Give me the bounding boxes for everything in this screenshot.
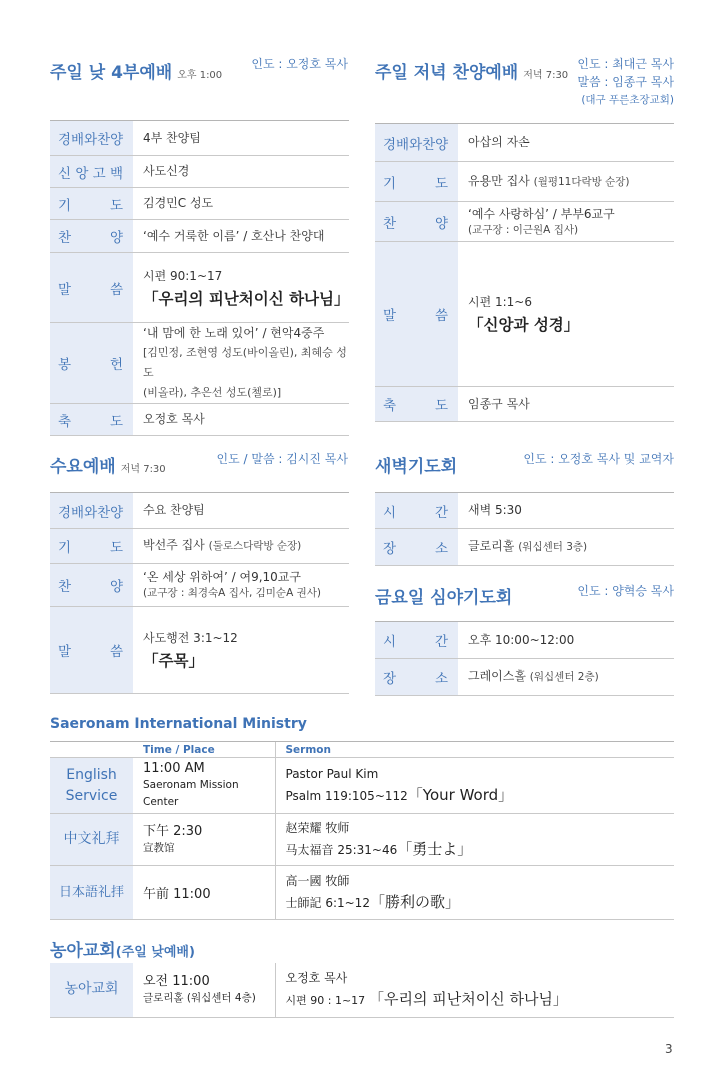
row-label: 경배와찬양 — [58, 132, 124, 148]
wed-table — [50, 492, 349, 694]
service-place: 宣教馆 — [143, 841, 175, 854]
friday-leader: 인도 : 양혁승 목사 — [577, 584, 674, 598]
intl-table — [50, 741, 674, 920]
hymn-leader: (교구장 : 최경숙A 집사, 김미순A 권사) — [143, 587, 321, 599]
leader-line: 말씀 : 임종구 목사 — [577, 75, 674, 89]
service-time: 午前 11:00 — [143, 887, 211, 902]
service-label: English Service — [50, 758, 133, 814]
row-label: 기 도 — [383, 175, 448, 192]
table-row — [375, 387, 674, 422]
row-label: 찬 양 — [58, 579, 123, 595]
offering-line: ‘내 맘에 한 노래 있어’ / 현악4중주 — [143, 326, 325, 340]
scripture-ref: 시편 1:1~6 — [468, 295, 533, 309]
table-row — [50, 188, 349, 220]
sunday4-leader: 인도 : 오정호 목사 — [251, 57, 348, 71]
row-value: 4부 찬양팀 — [133, 121, 349, 156]
scripture-ref: 시편 90:1~17 — [143, 268, 223, 283]
service-place: Saeronam Mission Center — [143, 779, 239, 808]
table-row — [375, 202, 674, 242]
intl-header-row — [50, 742, 674, 758]
row-value: 아삽의 자손 — [458, 124, 674, 162]
sermon-line: 士師記 6:1~12「勝利の歌」 — [285, 893, 460, 911]
row-label: 경배와찬양 — [383, 136, 449, 153]
table-row — [50, 963, 674, 1017]
sermon-line: Psalm 119:105~112「Your Word」 — [285, 786, 514, 804]
table-row — [50, 758, 674, 814]
deaf-table — [50, 963, 674, 1018]
table-row — [375, 242, 674, 387]
row-value: 임종구 목사 — [458, 387, 674, 422]
sermon-line: 马太福音 25:31~46「勇士よ」 — [285, 840, 473, 858]
table-row — [375, 529, 674, 566]
header-sermon: Sermon — [275, 742, 674, 758]
sermon-title: 「주목」 — [143, 652, 204, 670]
wed-title: 수요예배 저녁 7:30 — [50, 457, 166, 477]
table-row — [50, 866, 674, 920]
row-label: 말 씀 — [383, 308, 448, 324]
deaf-title: 농아교회(주일 낮예배) — [50, 941, 195, 961]
row-value: ‘예수 거룩한 이름’ / 호산나 찬양대 — [133, 220, 349, 253]
row-label: 말 씀 — [58, 281, 123, 298]
row-label: 찬 양 — [383, 215, 448, 232]
table-row — [50, 156, 349, 188]
sunday-eve-leaders — [577, 55, 674, 109]
friday-table — [375, 621, 674, 696]
row-value: 오후 10:00~12:00 — [458, 622, 674, 659]
row-label: 장 소 — [383, 671, 448, 687]
row-value: 새벽 5:30 — [458, 493, 674, 529]
preacher: Pastor Paul Kim — [285, 767, 379, 781]
sermon-title: 「신앙과 성경」 — [468, 316, 580, 334]
table-row — [50, 529, 349, 564]
hymn-leader: (교구장 : 이근원A 집사) — [468, 223, 579, 236]
row-label: 찬 양 — [58, 230, 123, 246]
row-label: 축 도 — [58, 413, 123, 430]
sunday4-time: 오후 1:00 — [177, 70, 223, 81]
row-value: 김경민C 성도 — [133, 188, 349, 220]
sermon-line: 시편 90 : 1~17 「우리의 피난처이신 하나님」 — [285, 990, 568, 1009]
row-label: 장 소 — [383, 541, 448, 557]
service-place: 글로리홀 (워십센터 4층) — [143, 991, 256, 1004]
service-time: 11:00 AM — [143, 761, 205, 776]
scripture-ref: 사도행전 3:1~12 — [143, 631, 238, 645]
service-label: 日本語礼拝 — [50, 866, 133, 920]
preacher: 高一國 牧師 — [285, 874, 350, 888]
table-row — [50, 121, 349, 156]
sunday-eve-table — [375, 123, 674, 422]
sunday4-table — [50, 120, 349, 436]
page-number: 3 — [665, 1042, 673, 1056]
table-row — [50, 607, 349, 694]
service-time: 下午 2:30 — [143, 823, 203, 839]
row-label: 경배와찬양 — [58, 504, 124, 521]
table-row — [375, 659, 674, 696]
table-row — [50, 220, 349, 253]
row-label: 기 도 — [58, 197, 123, 214]
service-label: 농아교회 — [50, 963, 133, 1017]
dawn-title: 새벽기도회 — [375, 457, 458, 477]
intl-title: Saeronam International Ministry — [50, 716, 307, 732]
table-row — [50, 253, 349, 323]
preacher: 오정호 목사 — [285, 971, 348, 986]
row-value: 그레이스홀 (워십센터 2층) — [458, 659, 674, 696]
dawn-table — [375, 492, 674, 566]
row-label: 봉 헌 — [58, 357, 123, 373]
table-row — [375, 162, 674, 202]
row-label: 시 간 — [383, 504, 448, 521]
row-value: 유용만 집사 (월평11다락방 순장) — [458, 162, 674, 202]
sunday-eve-title: 주일 저녁 찬양예배 저녁 7:30 — [375, 63, 569, 83]
leader-line: 인도 : 최대근 목사 — [577, 57, 674, 71]
leader-church: (대구 푸른초장교회) — [581, 94, 674, 106]
table-row — [50, 404, 349, 436]
hymn-line: ‘온 세상 위하여’ / 여9,10교구 — [143, 570, 301, 584]
row-label: 기 도 — [58, 540, 123, 556]
sunday4-title: 주일 낮 4부예배 오후 1:00 — [50, 63, 223, 83]
table-row — [375, 493, 674, 529]
preacher: 赵荣耀 牧师 — [285, 821, 350, 835]
row-value: 박선주 집사 (둘로스다락방 순장) — [133, 529, 349, 564]
row-label: 시 간 — [383, 634, 448, 650]
wed-leader: 인도 / 말씀 : 김시진 목사 — [216, 452, 348, 466]
wed-time: 저녁 7:30 — [120, 464, 166, 475]
deaf-title-sub: (주일 낮예배) — [115, 945, 195, 960]
table-row — [50, 493, 349, 529]
row-label: 신 앙 고 백 — [58, 165, 123, 182]
sermon-title: 「우리의 피난처이신 하나님」 — [143, 289, 350, 308]
row-value: 오정호 목사 — [133, 404, 349, 436]
hymn-line: ‘예수 사랑하심’ / 부부6교구 — [468, 206, 615, 221]
service-label: 中文礼拜 — [50, 814, 133, 866]
sunday-eve-time: 저녁 7:30 — [523, 70, 569, 81]
table-row — [375, 622, 674, 659]
row-value: 수요 찬양팀 — [133, 493, 349, 529]
offering-line: (비올라), 추은선 성도(첼로)] — [143, 386, 282, 399]
offering-line: [김민정, 조현영 성도(바이올린), 최혜승 성도 — [143, 346, 347, 379]
table-row — [375, 124, 674, 162]
table-row — [50, 564, 349, 607]
row-label: 말 씀 — [58, 644, 123, 660]
table-row — [50, 323, 349, 404]
row-value: 사도신경 — [133, 156, 349, 188]
service-time: 오전 11:00 — [143, 973, 210, 989]
friday-title: 금요일 심야기도회 — [375, 588, 513, 608]
row-value: 글로리홀 (워십센터 3층) — [458, 529, 674, 566]
header-time-place: Time / Place — [133, 742, 275, 758]
dawn-leader: 인도 : 오정호 목사 및 교역자 — [523, 452, 674, 466]
row-label: 축 도 — [383, 398, 448, 414]
table-row — [50, 814, 674, 866]
